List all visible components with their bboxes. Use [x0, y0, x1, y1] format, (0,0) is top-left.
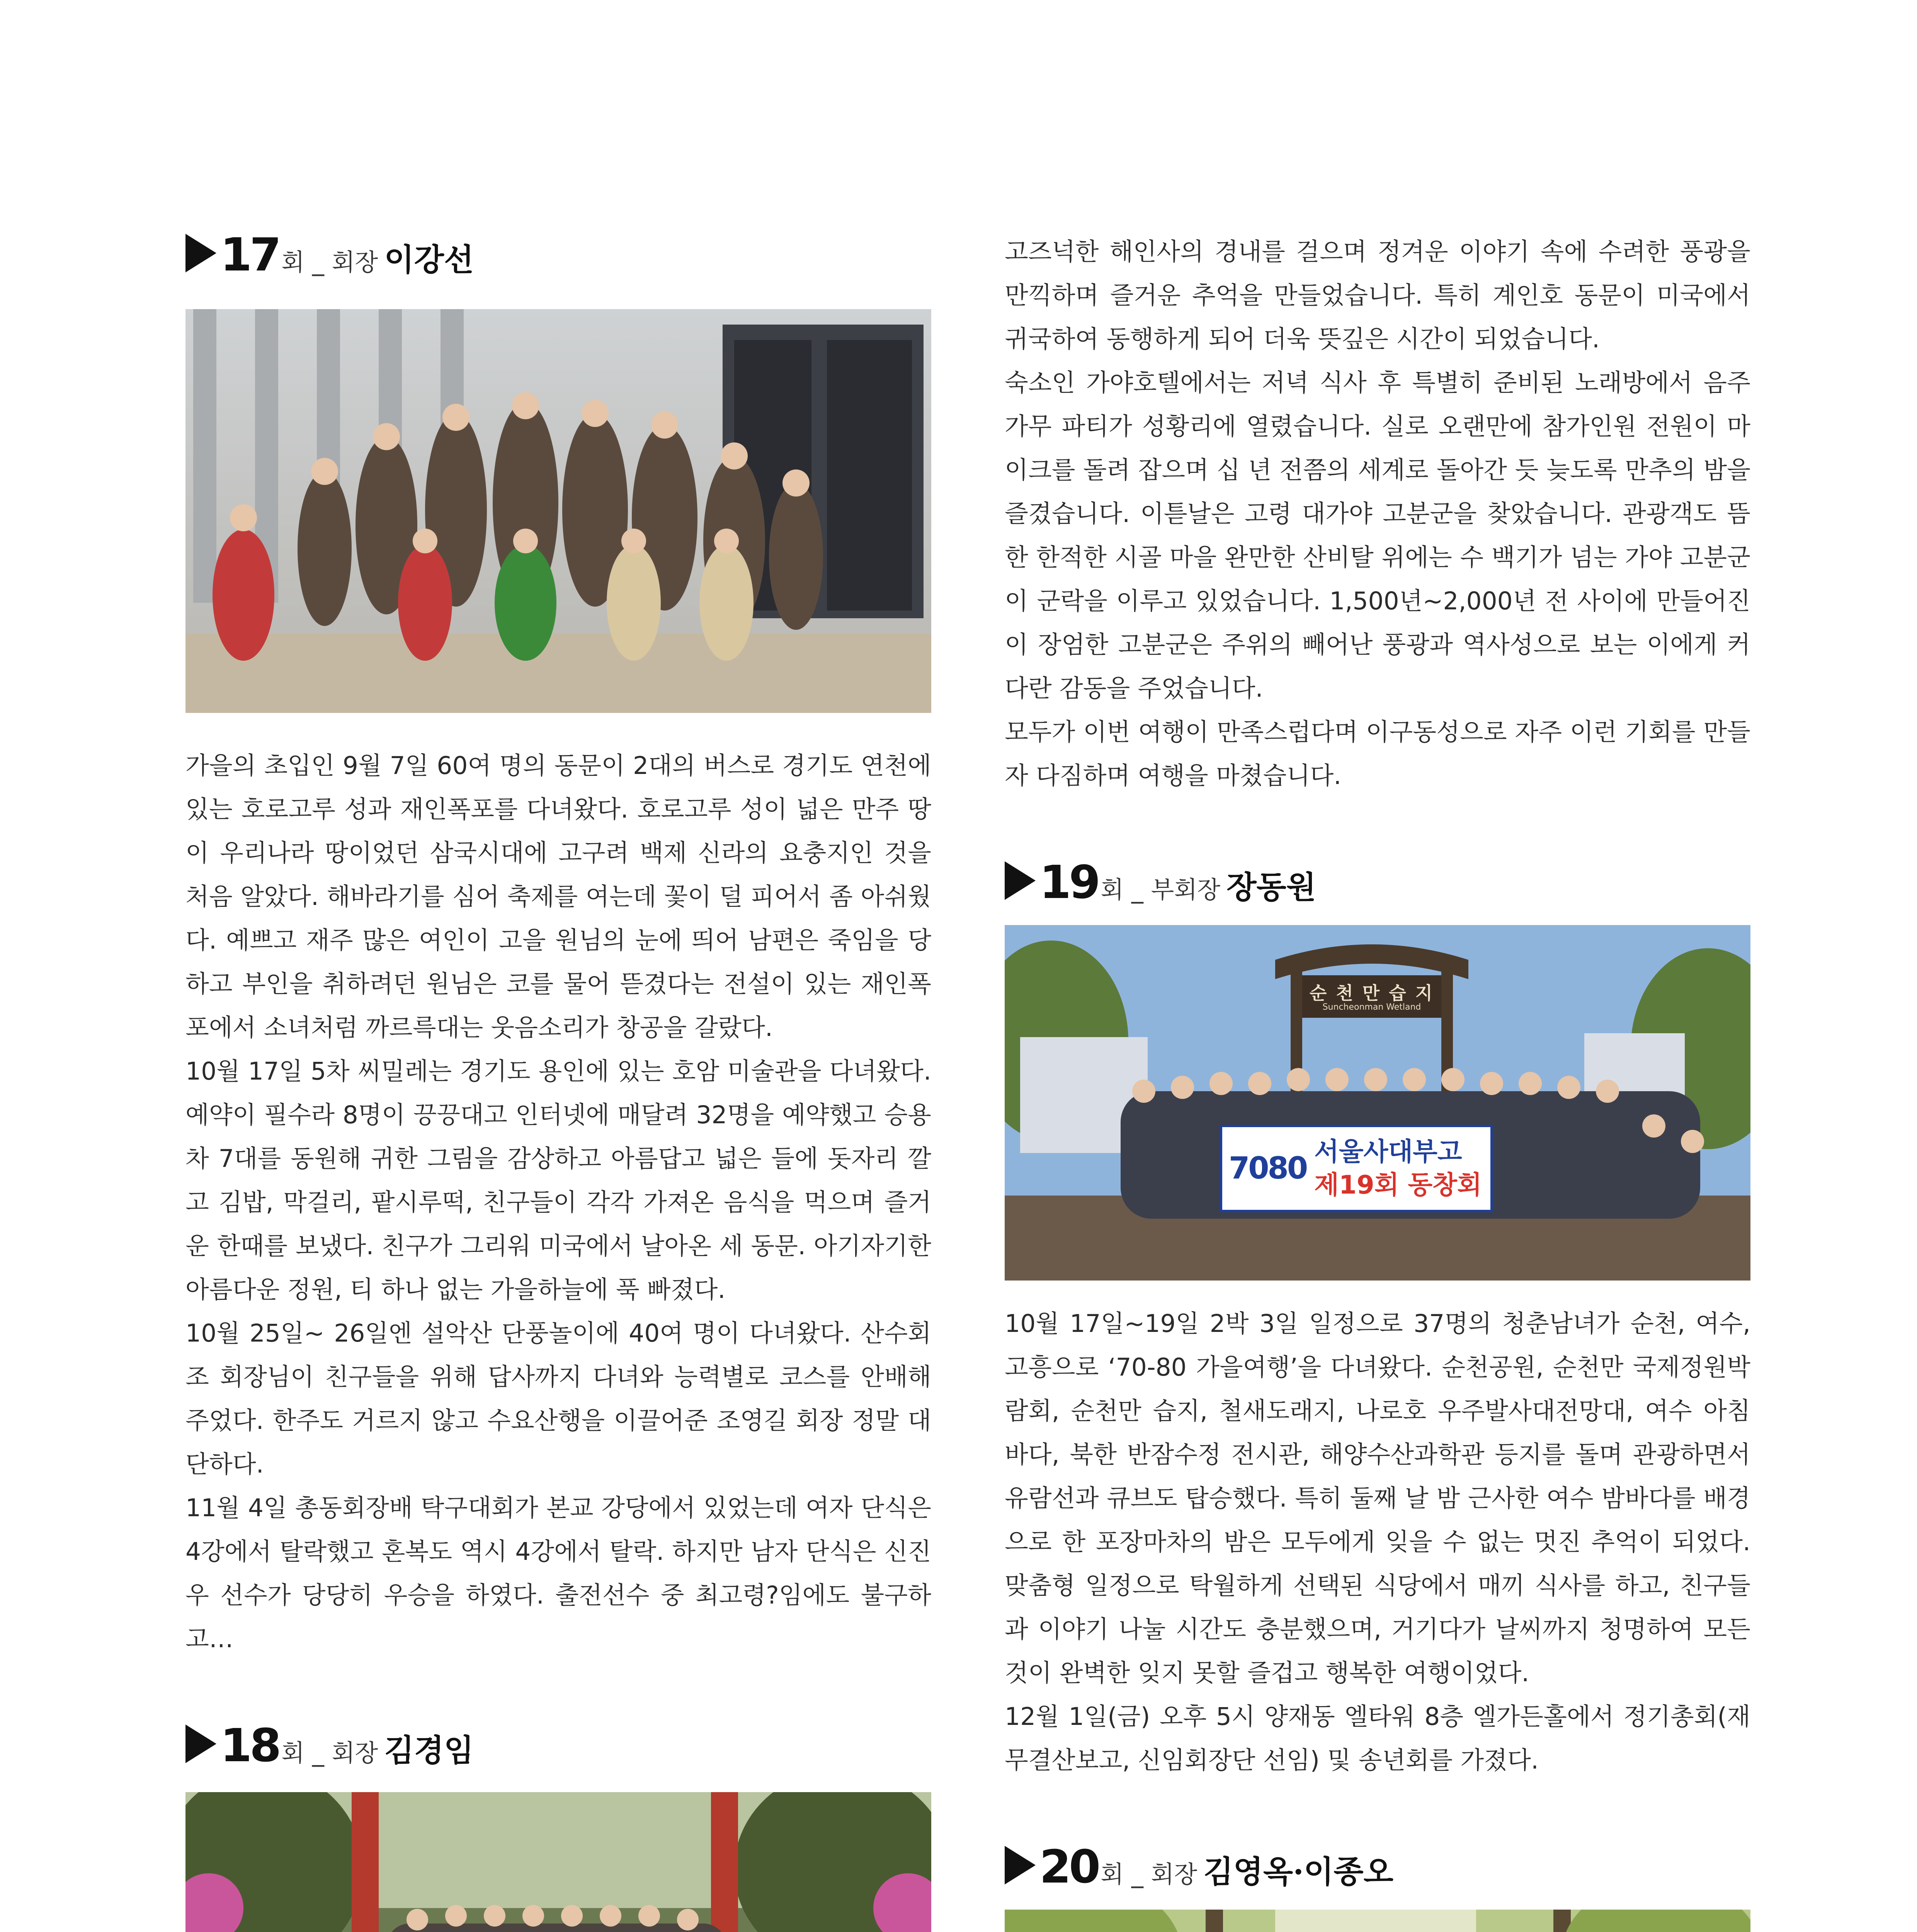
class-number: 19	[1039, 855, 1099, 909]
reunion-banner	[1221, 1126, 1492, 1211]
section-18-photo	[185, 1792, 931, 1932]
section-19-text	[1005, 1302, 1750, 1782]
role-label: 회 _ 회장	[1101, 1860, 1197, 1888]
section-18-heading	[185, 1719, 931, 1772]
paragraph: 10월 17일 5차 씨밀레는 경기도 용인에 있는 호암 미술관을 다녀왔다. 예약이 필수라 8명이 끙끙대고 인터넷에 매달려 32명을 예약했고 승용차 7대를 동원해 귀한 그림을 감상하고 아름답고 넓은 들에 돗자리 깔고 김밥, 막걸리, 팥시루떡, 친구들이 각각 가져온 음식을 먹으며 즐거운 한때를 보냈다. 친구가 그리워 미국에서 날아온 세 동문. 아기자기한 아름다운 정원, 티 하나 없는 가을하늘에 푹 빠졌다.	[185, 1057, 931, 1304]
group-photo-building	[185, 309, 931, 713]
paragraph: 가을의 초입인 9월 7일 60여 명의 동문이 2대의 버스로 경기도 연천에 있는 호로고루 성과 재인폭포를 다녀왔다. 호로고루 성이 넓은 만주 땅이 우리나라 땅이었던 삼국시대에 고구려 백제 신라의 요충지인 것을 처음 알았다. 해바라기를 심어 축제를 여는데 꽃이 덜 피어서 좀 아쉬웠다. 예쁘고 재주 많은 여인이 고을 원님의 눈에 띄어 남편은 죽임을 당하고 부인을 취하려던 원님은 코를 물어 뜯겼다는 전설이 있는 재인폭포에서 소녀처럼 까르륵대는 웃음소리가 창공을 갈랐다.	[185, 752, 931, 1042]
paragraph: 12월 1일(금) 오후 5시 양재동 엘타워 8층 엘가든홀에서 정기총회(재무결산보고, 신임회장단 선임) 및 송년회를 가졌다.	[1005, 1702, 1750, 1774]
section-17-photo	[185, 309, 931, 713]
gate-sign: 순 천 만 습 지	[1309, 983, 1434, 1003]
group-photo-temple	[185, 1792, 931, 1932]
president-name: 장동원	[1226, 869, 1317, 905]
right-column	[1005, 230, 1750, 1932]
triangle-marker-icon	[185, 1725, 216, 1763]
section-20-photo	[1005, 1910, 1750, 1932]
section-19-photo	[1005, 925, 1750, 1281]
left-column	[185, 228, 931, 1932]
section-19-heading	[1005, 855, 1750, 909]
triangle-marker-icon	[1005, 861, 1036, 900]
paragraph: 고즈넉한 해인사의 경내를 걸으며 정겨운 이야기 속에 수려한 풍광을 만끽하며 즐거운 추억을 만들었습니다. 특히 계인호 동문이 미국에서 귀국하여 동행하게 되어 더욱 뜻깊은 시간이 되었습니다.	[1005, 238, 1750, 353]
role-label: 회 _ 회장	[281, 1739, 378, 1767]
president-name: 김경임	[384, 1732, 474, 1769]
banner-class: 제19회 동창회	[1314, 1170, 1482, 1200]
group-photo-nami-island	[1005, 1910, 1750, 1932]
paragraph: 숙소인 가야호텔에서는 저녁 식사 후 특별히 준비된 노래방에서 음주 가무 파티가 성황리에 열렸습니다. 실로 오랜만에 참가인원 전원이 마이크를 돌려 잡으며 십 년 전쯤의 세계로 돌아간 듯 늦도록 만추의 밤을 즐겼습니다. 이튿날은 고령 대가야 고분군을 찾았습니다. 관광객도 뜸한 한적한 시골 마을 완만한 산비탈 위에는 수 백기가 넘는 가야 고분군이 군락을 이루고 있었습니다. 1,500년~2,000년 전 사이에 만들어진 이 장엄한 고분군은 주위의 빼어난 풍광과 역사성으로 보는 이에게 커다란 감동을 주었습니다.	[1005, 369, 1750, 702]
gate-sign-english: Suncheonman Wetland	[1322, 1002, 1421, 1012]
banner-school: 서울사대부고	[1314, 1137, 1462, 1167]
section-17-text	[185, 744, 931, 1661]
role-label: 회 _ 회장	[281, 248, 378, 276]
paragraph: 11월 4일 총동회장배 탁구대회가 본교 강당에서 있었는데 여자 단식은 4강에서 탈락했고 혼복도 역시 4강에서 탈락. 하지만 남자 단식은 신진우 선수가 당당히 우승을 하였다. 출전선수 중 최고령?임에도 불구하고…	[185, 1494, 931, 1653]
triangle-marker-icon	[185, 234, 216, 272]
group-photo-wetland	[1005, 925, 1750, 1281]
paragraph: 10월 25일~ 26일엔 설악산 단풍놀이에 40여 명이 다녀왔다. 산수회 조 회장님이 친구들을 위해 답사까지 다녀와 능력별로 코스를 안배해 주었다. 한주도 거르지 않고 수요산행을 이끌어준 조영길 회장 정말 대단하다.	[185, 1319, 931, 1478]
paragraph: 10월 17일~19일 2박 3일 일정으로 37명의 청춘남녀가 순천, 여수, 고흥으로 ‘70-80 가을여행’을 다녀왔다. 순천공원, 순천만 국제정원박람회, 순천만 습지, 철새도래지, 나로호 우주발사대전망대, 여수 아침 바다, 북한 반잠수정 전시관, 해양수산과학관 등지를 돌며 관광하면서 유람선과 큐브도 탑승했다. 특히 둘째 날 밤 근사한 여수 밤바다를 배경으로 한 포장마차의 밤은 모두에게 잊을 수 없는 멋진 추억이 되었다. 맞춤형 일정으로 탁월하게 선택된 식당에서 매끼 식사를 하고, 친구들과 이야기 나눌 시간도 충분했으며, 거기다가 날씨까지 청명하여 모든 것이 완벽한 잊지 못할 즐겁고 행복한 여행이었다.	[1005, 1310, 1750, 1687]
role-label: 회 _ 부회장	[1101, 876, 1221, 904]
class-number: 18	[220, 1719, 279, 1772]
class-number: 17	[220, 228, 279, 281]
president-name: 김영옥·이종오	[1203, 1854, 1393, 1890]
section-20-heading	[1005, 1840, 1750, 1893]
section-17-heading	[185, 228, 931, 281]
section-18-text-continued	[1005, 230, 1750, 798]
class-number: 20	[1039, 1840, 1099, 1893]
paragraph: 모두가 이번 여행이 만족스럽다며 이구동성으로 자주 이런 기회를 만들자 다짐하며 여행을 마쳤습니다.	[1005, 718, 1750, 790]
banner-badge: 7080	[1229, 1151, 1307, 1186]
president-name: 이강선	[384, 242, 474, 278]
triangle-marker-icon	[1005, 1846, 1036, 1884]
